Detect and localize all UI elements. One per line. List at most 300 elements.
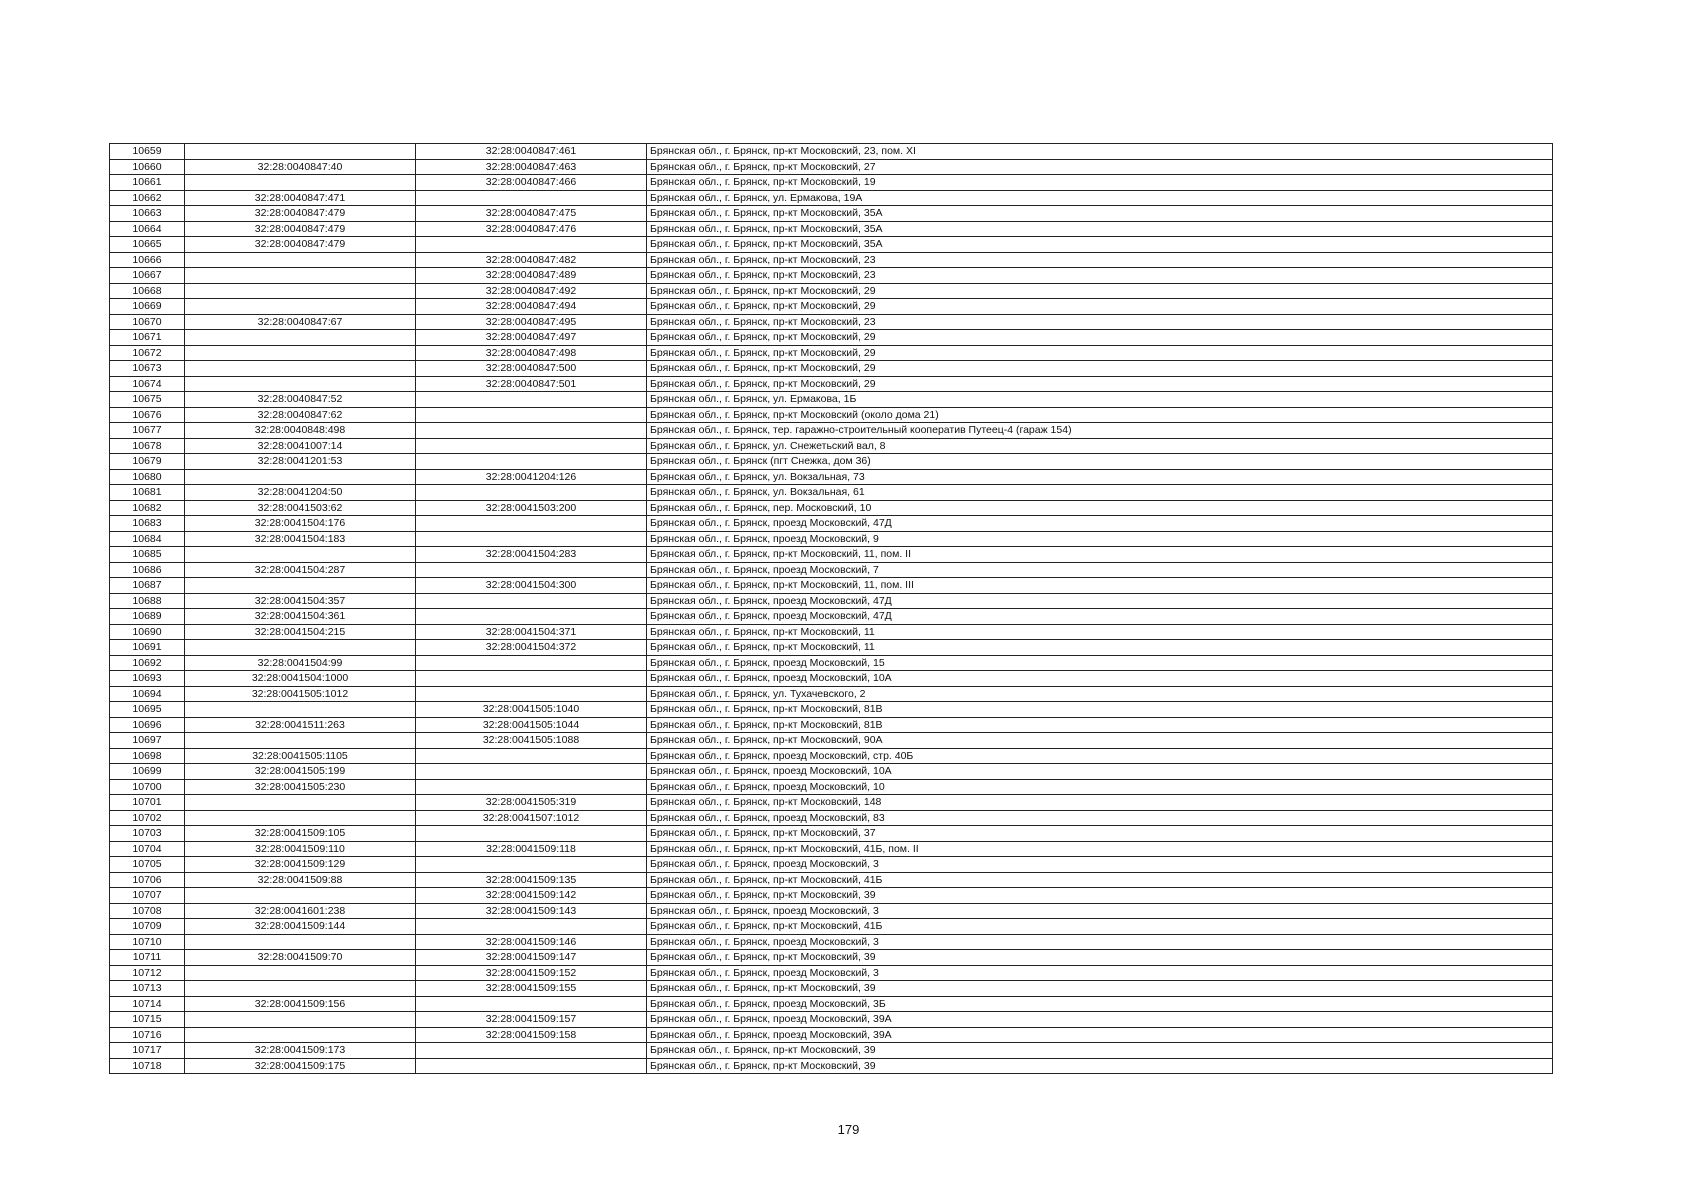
cadastral-number-2-cell: 32:28:0041509:135 [416,872,647,888]
cadastral-number-2-cell [416,609,647,625]
cadastral-number-cell [185,702,416,718]
address-cell: Брянская обл., г. Брянск, пр-кт Московский, 35А [647,206,1553,222]
cadastral-number-2-cell [416,686,647,702]
cadastral-number-2-cell [416,562,647,578]
row-number-cell: 10714 [110,996,185,1012]
address-cell: Брянская обл., г. Брянск, проезд Московский, 10А [647,671,1553,687]
cadastral-number-2-cell: 32:28:0041509:155 [416,981,647,997]
cadastral-number-2-cell [416,516,647,532]
table-row [110,965,1553,981]
row-number-cell: 10686 [110,562,185,578]
address-cell: Брянская обл., г. Брянск, пр-кт Московский, 39 [647,950,1553,966]
table-row [110,407,1553,423]
table-row [110,423,1553,439]
table-row [110,1012,1553,1028]
row-number-cell: 10661 [110,175,185,191]
address-cell: Брянская обл., г. Брянск, пр-кт Московский, 29 [647,330,1553,346]
table-row [110,702,1553,718]
table-row [110,376,1553,392]
cadastral-number-cell: 32:28:0041504:99 [185,655,416,671]
address-cell: Брянская обл., г. Брянск, ул. Вокзальная, 61 [647,485,1553,501]
row-number-cell: 10684 [110,531,185,547]
row-number-cell: 10677 [110,423,185,439]
row-number-cell: 10713 [110,981,185,997]
cadastral-number-2-cell [416,423,647,439]
table-row [110,175,1553,191]
cadastral-number-cell [185,299,416,315]
table-row [110,469,1553,485]
address-cell: Брянская обл., г. Брянск, пр-кт Московский, 39 [647,981,1553,997]
row-number-cell: 10704 [110,841,185,857]
address-cell: Брянская обл., г. Брянск, проезд Московский, стр. 40Б [647,748,1553,764]
cadastral-number-cell: 32:28:0041509:173 [185,1043,416,1059]
table-row [110,857,1553,873]
cadastral-number-2-cell [416,485,647,501]
row-number-cell: 10671 [110,330,185,346]
address-cell: Брянская обл., г. Брянск, проезд Московский, 3 [647,965,1553,981]
table-row [110,686,1553,702]
cadastral-number-cell [185,175,416,191]
cadastral-number-2-cell: 32:28:0041504:283 [416,547,647,563]
row-number-cell: 10678 [110,438,185,454]
cadastral-number-2-cell: 32:28:0041505:1088 [416,733,647,749]
address-cell: Брянская обл., г. Брянск, проезд Московский, 10А [647,764,1553,780]
cadastral-number-cell [185,268,416,284]
row-number-cell: 10663 [110,206,185,222]
address-cell: Брянская обл., г. Брянск, проезд Московский, 39А [647,1027,1553,1043]
row-number-cell: 10662 [110,190,185,206]
address-cell: Брянская обл., г. Брянск, проезд Московский, 3Б [647,996,1553,1012]
table-row [110,1058,1553,1074]
table-row [110,981,1553,997]
cadastral-number-cell: 32:28:0040847:479 [185,237,416,253]
row-number-cell: 10712 [110,965,185,981]
row-number-cell: 10689 [110,609,185,625]
row-number-cell: 10659 [110,144,185,160]
address-cell: Брянская обл., г. Брянск, пр-кт Московский, 29 [647,361,1553,377]
address-cell: Брянская обл., г. Брянск, пр-кт Московский, 39 [647,888,1553,904]
cadastral-number-2-cell [416,655,647,671]
table-row [110,206,1553,222]
row-number-cell: 10705 [110,857,185,873]
cadastral-number-cell: 32:28:0040847:479 [185,206,416,222]
cadastral-number-cell [185,376,416,392]
table-row [110,299,1553,315]
row-number-cell: 10660 [110,159,185,175]
row-number-cell: 10679 [110,454,185,470]
row-number-cell: 10667 [110,268,185,284]
table-row [110,779,1553,795]
address-cell: Брянская обл., г. Брянск, ул. Ермакова, 1Б [647,392,1553,408]
row-number-cell: 10688 [110,593,185,609]
table-row [110,345,1553,361]
address-cell: Брянская обл., г. Брянск (пгт Снежка, дом 36) [647,454,1553,470]
row-number-cell: 10710 [110,934,185,950]
table-row [110,717,1553,733]
cadastral-number-cell: 32:28:0041509:110 [185,841,416,857]
address-cell: Брянская обл., г. Брянск, проезд Московский, 9 [647,531,1553,547]
cadastral-number-2-cell [416,826,647,842]
cadastral-number-cell: 32:28:0041504:361 [185,609,416,625]
table-row [110,593,1553,609]
address-cell: Брянская обл., г. Брянск, пр-кт Московский, 11 [647,640,1553,656]
address-cell: Брянская обл., г. Брянск, проезд Московский, 47Д [647,593,1553,609]
cadastral-number-2-cell: 32:28:0040847:466 [416,175,647,191]
table-row [110,934,1553,950]
address-cell: Брянская обл., г. Брянск, ул. Ермакова, 19А [647,190,1553,206]
page-number: 179 [837,1122,860,1137]
cadastral-number-2-cell: 32:28:0041509:158 [416,1027,647,1043]
row-number-cell: 10694 [110,686,185,702]
row-number-cell: 10665 [110,237,185,253]
cadastral-number-cell: 32:28:0040847:67 [185,314,416,330]
address-cell: Брянская обл., г. Брянск, пр-кт Московский, 23, пом. XI [647,144,1553,160]
cadastral-number-2-cell: 32:28:0041509:118 [416,841,647,857]
cadastral-number-2-cell: 32:28:0040847:489 [416,268,647,284]
cadastral-number-cell: 32:28:0041504:1000 [185,671,416,687]
cadastral-number-2-cell [416,1043,647,1059]
cadastral-number-2-cell: 32:28:0040847:498 [416,345,647,361]
cadastral-number-2-cell: 32:28:0041505:1040 [416,702,647,718]
row-number-cell: 10701 [110,795,185,811]
cadastral-number-cell [185,810,416,826]
cadastral-number-cell [185,965,416,981]
address-cell: Брянская обл., г. Брянск, ул. Снежетьский вал, 8 [647,438,1553,454]
address-cell: Брянская обл., г. Брянск, проезд Московский, 15 [647,655,1553,671]
row-number-cell: 10692 [110,655,185,671]
address-cell: Брянская обл., г. Брянск, пр-кт Московский, 29 [647,345,1553,361]
row-number-cell: 10681 [110,485,185,501]
row-number-cell: 10674 [110,376,185,392]
cadastral-number-cell: 32:28:0041601:238 [185,903,416,919]
cadastral-number-2-cell: 32:28:0040847:494 [416,299,647,315]
table-row [110,268,1553,284]
row-number-cell: 10675 [110,392,185,408]
cadastral-number-2-cell [416,671,647,687]
table-row [110,454,1553,470]
row-number-cell: 10672 [110,345,185,361]
cadastral-number-cell: 32:28:0041509:129 [185,857,416,873]
row-number-cell: 10668 [110,283,185,299]
address-cell: Брянская обл., г. Брянск, пер. Московский, 10 [647,500,1553,516]
table-row [110,655,1553,671]
cadastral-number-2-cell: 32:28:0041503:200 [416,500,647,516]
cadastral-number-2-cell [416,996,647,1012]
row-number-cell: 10687 [110,578,185,594]
cadastral-number-cell [185,252,416,268]
table-row [110,764,1553,780]
row-number-cell: 10699 [110,764,185,780]
row-number-cell: 10698 [110,748,185,764]
cadastral-number-cell: 32:28:0041201:53 [185,454,416,470]
address-cell: Брянская обл., г. Брянск, пр-кт Московский, 29 [647,299,1553,315]
cadastral-number-cell: 32:28:0040847:62 [185,407,416,423]
table-row [110,361,1553,377]
address-cell: Брянская обл., г. Брянск, пр-кт Московский, 19 [647,175,1553,191]
address-cell: Брянская обл., г. Брянск, пр-кт Московский (около дома 21) [647,407,1553,423]
table-row [110,950,1553,966]
cadastral-number-cell [185,361,416,377]
cadastral-number-2-cell: 32:28:0041509:146 [416,934,647,950]
cadastral-number-cell: 32:28:0041503:62 [185,500,416,516]
cadastral-number-2-cell: 32:28:0040847:501 [416,376,647,392]
address-cell: Брянская обл., г. Брянск, тер. гаражно-строительный кооператив Путеец-4 (гараж 154) [647,423,1553,439]
address-cell: Брянская обл., г. Брянск, пр-кт Московский, 41Б [647,919,1553,935]
cadastral-number-2-cell [416,392,647,408]
row-number-cell: 10717 [110,1043,185,1059]
cadastral-number-2-cell [416,1058,647,1074]
cadastral-number-2-cell [416,190,647,206]
table-row [110,283,1553,299]
cadastral-number-cell: 32:28:0041505:1105 [185,748,416,764]
row-number-cell: 10709 [110,919,185,935]
cadastral-number-cell: 32:28:0041505:1012 [185,686,416,702]
row-number-cell: 10682 [110,500,185,516]
table-row [110,903,1553,919]
table-row [110,438,1553,454]
cadastral-number-cell [185,795,416,811]
cadastral-number-2-cell: 32:28:0040847:492 [416,283,647,299]
cadastral-number-2-cell: 32:28:0041504:372 [416,640,647,656]
cadastral-number-cell: 32:28:0041509:88 [185,872,416,888]
row-number-cell: 10666 [110,252,185,268]
cadastral-number-cell: 32:28:0041504:357 [185,593,416,609]
address-cell: Брянская обл., г. Брянск, пр-кт Московский, 148 [647,795,1553,811]
registry-table [109,143,1553,1074]
cadastral-number-2-cell: 32:28:0041504:371 [416,624,647,640]
row-number-cell: 10683 [110,516,185,532]
address-cell: Брянская обл., г. Брянск, пр-кт Московский, 41Б, пом. II [647,841,1553,857]
cadastral-number-cell [185,345,416,361]
cadastral-number-2-cell [416,593,647,609]
cadastral-number-2-cell: 32:28:0040847:461 [416,144,647,160]
address-cell: Брянская обл., г. Брянск, пр-кт Московский, 27 [647,159,1553,175]
address-cell: Брянская обл., г. Брянск, пр-кт Московский, 39 [647,1043,1553,1059]
table-row [110,919,1553,935]
table-row [110,1043,1553,1059]
table-row [110,190,1553,206]
cadastral-number-cell [185,1012,416,1028]
cadastral-number-cell: 32:28:0041504:215 [185,624,416,640]
address-cell: Брянская обл., г. Брянск, пр-кт Московский, 41Б [647,872,1553,888]
address-cell: Брянская обл., г. Брянск, пр-кт Московский, 23 [647,314,1553,330]
address-cell: Брянская обл., г. Брянск, пр-кт Московский, 23 [647,252,1553,268]
table-row [110,671,1553,687]
address-cell: Брянская обл., г. Брянск, проезд Московский, 3 [647,934,1553,950]
row-number-cell: 10703 [110,826,185,842]
cadastral-number-2-cell: 32:28:0041204:126 [416,469,647,485]
cadastral-number-cell [185,469,416,485]
address-cell: Брянская обл., г. Брянск, пр-кт Московский, 23 [647,268,1553,284]
cadastral-number-cell: 32:28:0040847:40 [185,159,416,175]
row-number-cell: 10716 [110,1027,185,1043]
address-cell: Брянская обл., г. Брянск, проезд Московский, 47Д [647,516,1553,532]
cadastral-number-cell: 32:28:0041509:175 [185,1058,416,1074]
address-cell: Брянская обл., г. Брянск, пр-кт Московский, 81В [647,702,1553,718]
address-cell: Брянская обл., г. Брянск, пр-кт Московский, 35А [647,237,1553,253]
table-row [110,516,1553,532]
address-cell: Брянская обл., г. Брянск, ул. Тухачевского, 2 [647,686,1553,702]
cadastral-number-2-cell: 32:28:0041509:157 [416,1012,647,1028]
cadastral-number-cell: 32:28:0041504:287 [185,562,416,578]
address-cell: Брянская обл., г. Брянск, пр-кт Московский, 11, пом. III [647,578,1553,594]
cadastral-number-cell: 32:28:0041505:199 [185,764,416,780]
table-row [110,872,1553,888]
row-number-cell: 10670 [110,314,185,330]
table-row [110,500,1553,516]
cadastral-number-cell [185,283,416,299]
cadastral-number-2-cell [416,454,647,470]
cadastral-number-cell: 32:28:0041505:230 [185,779,416,795]
row-number-cell: 10693 [110,671,185,687]
address-cell: Брянская обл., г. Брянск, проезд Московский, 83 [647,810,1553,826]
table-row [110,640,1553,656]
row-number-cell: 10685 [110,547,185,563]
cadastral-number-2-cell [416,857,647,873]
table-row [110,562,1553,578]
cadastral-number-cell: 32:28:0040847:479 [185,221,416,237]
table-row [110,578,1553,594]
cadastral-number-cell: 32:28:0041007:14 [185,438,416,454]
cadastral-number-cell: 32:28:0041509:156 [185,996,416,1012]
address-cell: Брянская обл., г. Брянск, проезд Московский, 10 [647,779,1553,795]
table-row [110,330,1553,346]
address-cell: Брянская обл., г. Брянск, пр-кт Московский, 11 [647,624,1553,640]
address-cell: Брянская обл., г. Брянск, проезд Московский, 7 [647,562,1553,578]
cadastral-number-2-cell: 32:28:0040847:482 [416,252,647,268]
cadastral-number-2-cell [416,407,647,423]
cadastral-number-cell: 32:28:0041511:263 [185,717,416,733]
address-cell: Брянская обл., г. Брянск, пр-кт Московский, 37 [647,826,1553,842]
address-cell: Брянская обл., г. Брянск, пр-кт Московский, 29 [647,283,1553,299]
row-number-cell: 10673 [110,361,185,377]
row-number-cell: 10691 [110,640,185,656]
row-number-cell: 10669 [110,299,185,315]
table-row [110,841,1553,857]
table-row [110,144,1553,160]
address-cell: Брянская обл., г. Брянск, проезд Московский, 39А [647,1012,1553,1028]
cadastral-number-2-cell: 32:28:0040847:476 [416,221,647,237]
cadastral-number-2-cell: 32:28:0040847:500 [416,361,647,377]
cadastral-number-2-cell [416,748,647,764]
address-cell: Брянская обл., г. Брянск, проезд Московский, 47Д [647,609,1553,625]
address-cell: Брянская обл., г. Брянск, пр-кт Московский, 11, пом. II [647,547,1553,563]
table-row [110,252,1553,268]
address-cell: Брянская обл., г. Брянск, пр-кт Московский, 29 [647,376,1553,392]
cadastral-number-cell: 32:28:0041509:70 [185,950,416,966]
row-number-cell: 10711 [110,950,185,966]
cadastral-number-2-cell: 32:28:0041509:143 [416,903,647,919]
cadastral-number-2-cell [416,237,647,253]
cadastral-number-cell [185,733,416,749]
cadastral-number-cell: 32:28:0041504:176 [185,516,416,532]
table-row [110,748,1553,764]
cadastral-number-2-cell: 32:28:0041507:1012 [416,810,647,826]
cadastral-number-cell [185,330,416,346]
cadastral-number-2-cell: 32:28:0041504:300 [416,578,647,594]
row-number-cell: 10707 [110,888,185,904]
table-row [110,237,1553,253]
cadastral-number-cell [185,144,416,160]
row-number-cell: 10695 [110,702,185,718]
row-number-cell: 10680 [110,469,185,485]
table-row [110,609,1553,625]
row-number-cell: 10664 [110,221,185,237]
cadastral-number-cell: 32:28:0040847:471 [185,190,416,206]
cadastral-number-2-cell: 32:28:0041505:319 [416,795,647,811]
cadastral-number-2-cell: 32:28:0041509:147 [416,950,647,966]
table-row [110,624,1553,640]
table-row [110,392,1553,408]
row-number-cell: 10700 [110,779,185,795]
table-row [110,1027,1553,1043]
table-row [110,733,1553,749]
address-cell: Брянская обл., г. Брянск, пр-кт Московский, 39 [647,1058,1553,1074]
cadastral-number-2-cell: 32:28:0041509:142 [416,888,647,904]
cadastral-number-cell [185,1027,416,1043]
row-number-cell: 10697 [110,733,185,749]
cadastral-number-cell: 32:28:0040848:498 [185,423,416,439]
cadastral-number-cell [185,578,416,594]
cadastral-number-2-cell: 32:28:0040847:497 [416,330,647,346]
cadastral-number-2-cell [416,438,647,454]
row-number-cell: 10676 [110,407,185,423]
row-number-cell: 10718 [110,1058,185,1074]
table-row [110,996,1553,1012]
row-number-cell: 10690 [110,624,185,640]
cadastral-number-2-cell [416,764,647,780]
cadastral-number-2-cell: 32:28:0040847:463 [416,159,647,175]
address-cell: Брянская обл., г. Брянск, пр-кт Московский, 90А [647,733,1553,749]
cadastral-number-cell: 32:28:0041504:183 [185,531,416,547]
cadastral-number-2-cell [416,531,647,547]
registry-table-body [110,144,1553,1074]
address-cell: Брянская обл., г. Брянск, пр-кт Московский, 81В [647,717,1553,733]
address-cell: Брянская обл., г. Брянск, проезд Московский, 3 [647,857,1553,873]
cadastral-number-2-cell: 32:28:0040847:495 [416,314,647,330]
row-number-cell: 10706 [110,872,185,888]
table-row [110,547,1553,563]
cadastral-number-cell [185,934,416,950]
row-number-cell: 10708 [110,903,185,919]
table-row [110,159,1553,175]
cadastral-number-2-cell: 32:28:0041505:1044 [416,717,647,733]
cadastral-number-cell: 32:28:0041204:50 [185,485,416,501]
table-row [110,888,1553,904]
table-row [110,795,1553,811]
cadastral-number-2-cell: 32:28:0040847:475 [416,206,647,222]
table-row [110,485,1553,501]
cadastral-number-cell [185,547,416,563]
cadastral-number-cell [185,640,416,656]
table-row [110,221,1553,237]
address-cell: Брянская обл., г. Брянск, проезд Московский, 3 [647,903,1553,919]
cadastral-number-2-cell [416,779,647,795]
table-row [110,314,1553,330]
cadastral-number-cell: 32:28:0041509:105 [185,826,416,842]
table-row [110,531,1553,547]
cadastral-number-2-cell [416,919,647,935]
row-number-cell: 10702 [110,810,185,826]
cadastral-number-cell [185,981,416,997]
cadastral-number-cell: 32:28:0040847:52 [185,392,416,408]
table-row [110,810,1553,826]
table-row [110,826,1553,842]
cadastral-number-cell [185,888,416,904]
cadastral-number-cell: 32:28:0041509:144 [185,919,416,935]
address-cell: Брянская обл., г. Брянск, ул. Вокзальная, 73 [647,469,1553,485]
cadastral-number-2-cell: 32:28:0041509:152 [416,965,647,981]
